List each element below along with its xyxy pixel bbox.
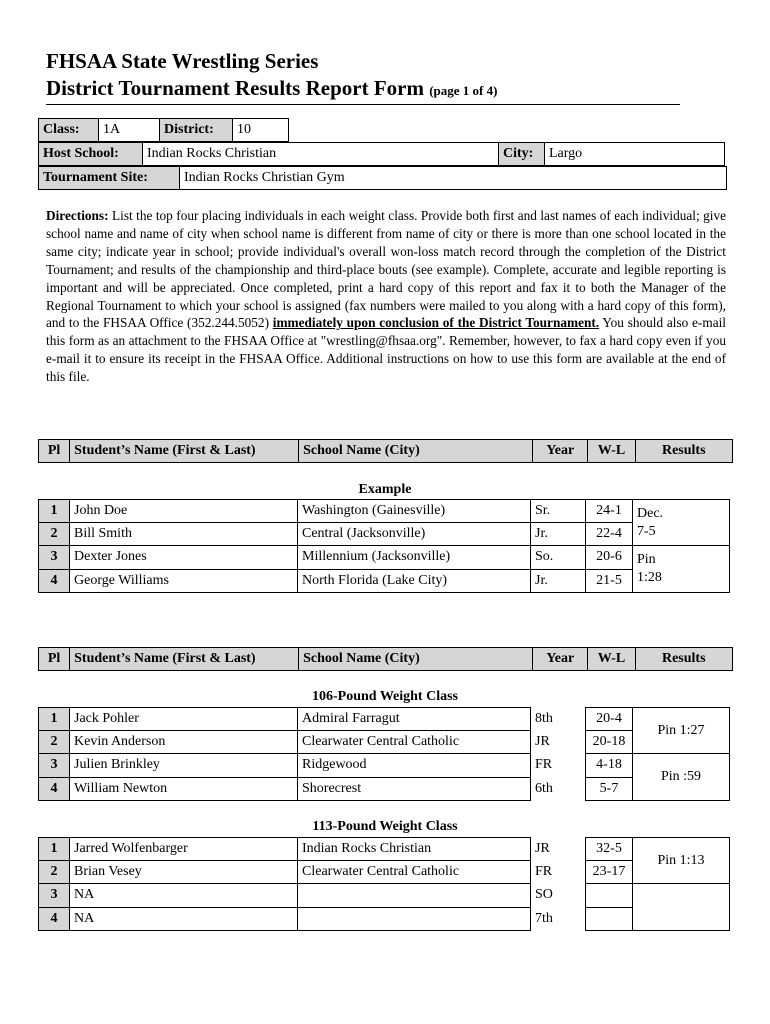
example-header-row xyxy=(38,439,733,463)
column-header-school: School Name (City) xyxy=(299,440,533,463)
table-row xyxy=(39,861,730,884)
host-school-table xyxy=(38,142,725,166)
year-field[interactable]: 7th xyxy=(535,910,553,926)
school-field[interactable]: Shorecrest xyxy=(298,777,531,800)
table-row xyxy=(39,838,730,861)
year-field[interactable]: SO xyxy=(535,887,553,903)
place-cell: 2 xyxy=(39,731,70,754)
place-cell: 4 xyxy=(39,569,70,592)
tournament-site-label: Tournament Site: xyxy=(39,167,180,190)
wl-field[interactable]: 32-5 xyxy=(586,838,633,861)
school-field[interactable]: Clearwater Central Catholic xyxy=(298,861,531,884)
third-place-result-field[interactable] xyxy=(633,884,730,930)
host-school-field[interactable]: Indian Rocks Christian xyxy=(143,143,499,166)
year-field[interactable]: FR xyxy=(535,757,553,773)
place-cell: 2 xyxy=(39,523,70,546)
school-cell: Washington (Gainesville) xyxy=(298,500,531,523)
column-header-year: Year xyxy=(533,440,588,463)
class-field[interactable]: 1A xyxy=(99,119,160,142)
column-header-school: School Name (City) xyxy=(299,648,533,671)
name-field[interactable]: NA xyxy=(70,884,298,907)
name-field[interactable]: Kevin Anderson xyxy=(70,731,298,754)
year-field[interactable]: FR xyxy=(535,864,553,880)
class-district-table xyxy=(38,118,289,142)
name-cell: Bill Smith xyxy=(70,523,298,546)
table-row xyxy=(39,884,730,907)
column-header-name: Student’s Name (First & Last) xyxy=(70,648,299,671)
school-field[interactable] xyxy=(298,884,531,907)
school-cell: Central (Jacksonville) xyxy=(298,523,531,546)
championship-result-cell xyxy=(633,500,730,546)
example-table xyxy=(38,499,730,593)
example-row xyxy=(39,500,730,523)
example-row xyxy=(39,523,730,546)
column-header-place: Pl xyxy=(39,648,70,671)
school-field[interactable]: Admiral Farragut xyxy=(298,708,531,731)
name-cell: Dexter Jones xyxy=(70,546,298,569)
tournament-site-field[interactable]: Indian Rocks Christian Gym xyxy=(180,167,727,190)
city-field[interactable]: Largo xyxy=(545,143,725,166)
result-line: 1:28 xyxy=(637,570,662,586)
third-place-result-cell xyxy=(633,546,730,592)
wl-cell: 24-1 xyxy=(586,500,633,523)
name-cell: George Williams xyxy=(70,569,298,592)
table-row xyxy=(39,754,730,777)
year-field[interactable]: 8th xyxy=(535,711,553,727)
district-field[interactable]: 10 xyxy=(233,119,289,142)
school-field[interactable]: Ridgewood xyxy=(298,754,531,777)
city-label: City: xyxy=(499,143,545,166)
table-row xyxy=(39,731,730,754)
column-header-year: Year xyxy=(533,648,588,671)
school-field[interactable] xyxy=(298,907,531,930)
year-cell: Jr. xyxy=(531,523,586,546)
page-indicator: (page 1 of 4) xyxy=(429,83,498,98)
wl-field[interactable] xyxy=(586,884,633,907)
place-cell: 3 xyxy=(39,754,70,777)
place-cell: 1 xyxy=(39,838,70,861)
column-header-wl: W-L xyxy=(588,440,635,463)
year-field[interactable]: JR xyxy=(535,734,550,750)
name-field[interactable]: Jack Pohler xyxy=(70,708,298,731)
result-line: Pin xyxy=(637,552,656,568)
year-cell: So. xyxy=(531,546,586,569)
wl-field[interactable] xyxy=(586,907,633,930)
result-line: 7-5 xyxy=(637,524,656,539)
form-subtitle xyxy=(46,75,680,105)
school-field[interactable]: Indian Rocks Christian xyxy=(298,838,531,861)
weight-class-title-113: 113-Pound Weight Class xyxy=(312,819,458,834)
weight-class-113-table xyxy=(38,837,730,931)
form-subtitle-text: District Tournament Results Report Form xyxy=(46,76,424,100)
school-cell: North Florida (Lake City) xyxy=(298,569,531,592)
table-row xyxy=(39,777,730,800)
result-line: Dec. xyxy=(637,506,664,521)
weight-class-title-106: 106-Pound Weight Class xyxy=(312,689,458,704)
tournament-site-table xyxy=(38,166,727,190)
column-header-name: Student’s Name (First & Last) xyxy=(70,440,299,463)
school-field[interactable]: Clearwater Central Catholic xyxy=(298,731,531,754)
directions-text-continued: You should also e-mail this form as an attachment to the FHSAA Office at "wrestling@fhsaa.org". Remember, however, to fax a hard copy even if you e-mail it to ensure its receipt in the FHSAA Office. Additional instructions on how to use this form are available at the end of this file. xyxy=(46,315,726,385)
school-cell: Millennium (Jacksonville) xyxy=(298,546,531,569)
table-row xyxy=(39,708,730,731)
host-school-label: Host School: xyxy=(39,143,143,166)
directions-text: List the top four placing individuals in each weight class. Provide both first and last names of each individual; give school name and name of city when school name is different from name of city or there is more than one school located in the same city; indicate year in school; provide individual's overall won-loss match record through the completion of the District Tournament; and results of the championship and third-place bouts (see example). Complete, accurate and legible reporting is important and will be appreciated. Once completed, print a hard copy of this report and fax it to both the Manager of the Regional Tournament to which your school is assigned (fax numbers were mailed to you along with a hard copy of this form), and to the FHSAA Office (352.244.5052) xyxy=(46,208,726,331)
class-label: Class: xyxy=(39,119,99,142)
place-cell: 1 xyxy=(39,708,70,731)
year-cell: Sr. xyxy=(531,500,586,523)
wl-field[interactable]: 20-4 xyxy=(586,708,633,731)
example-title: Example xyxy=(358,482,412,497)
weight-class-106-table xyxy=(38,707,730,801)
directions-label: Directions: xyxy=(46,208,109,223)
wl-field[interactable]: 23-17 xyxy=(586,861,633,884)
directions-emphasis: immediately upon conclusion of the District Tournament. xyxy=(272,315,600,331)
name-field[interactable]: Julien Brinkley xyxy=(70,754,298,777)
place-cell: 3 xyxy=(39,546,70,569)
form-title: FHSAA State Wrestling Series xyxy=(46,49,319,73)
column-header-results: Results xyxy=(635,440,732,463)
third-place-result-field[interactable]: Pin :59 xyxy=(633,754,730,800)
column-header-place: Pl xyxy=(39,440,70,463)
wl-field[interactable]: 20-18 xyxy=(586,731,633,754)
wl-field[interactable]: 5-7 xyxy=(586,777,633,800)
name-field[interactable]: William Newton xyxy=(70,777,298,800)
name-field[interactable]: Brian Vesey xyxy=(70,861,298,884)
column-header-results: Results xyxy=(635,648,732,671)
place-cell: 2 xyxy=(39,861,70,884)
year-field[interactable]: JR xyxy=(535,841,550,857)
wl-cell: 22-4 xyxy=(586,523,633,546)
name-cell: John Doe xyxy=(70,500,298,523)
example-row xyxy=(39,546,730,569)
year-cell: Jr. xyxy=(531,569,586,592)
column-header-wl: W-L xyxy=(588,648,635,671)
championship-result-field[interactable]: Pin 1:13 xyxy=(633,838,730,884)
wl-cell: 21-5 xyxy=(586,569,633,592)
place-cell: 1 xyxy=(39,500,70,523)
wl-field[interactable]: 4-18 xyxy=(586,754,633,777)
district-label: District: xyxy=(160,119,233,142)
name-field[interactable]: Jarred Wolfenbarger xyxy=(70,838,298,861)
directions-paragraph xyxy=(46,207,726,386)
championship-result-field[interactable]: Pin 1:27 xyxy=(633,708,730,754)
example-row xyxy=(39,569,730,592)
place-cell: 4 xyxy=(39,907,70,930)
name-field[interactable]: NA xyxy=(70,907,298,930)
table-row xyxy=(39,907,730,930)
place-cell: 3 xyxy=(39,884,70,907)
wl-cell: 20-6 xyxy=(586,546,633,569)
results-header-row xyxy=(38,647,733,671)
place-cell: 4 xyxy=(39,777,70,800)
year-field[interactable]: 6th xyxy=(535,780,553,796)
